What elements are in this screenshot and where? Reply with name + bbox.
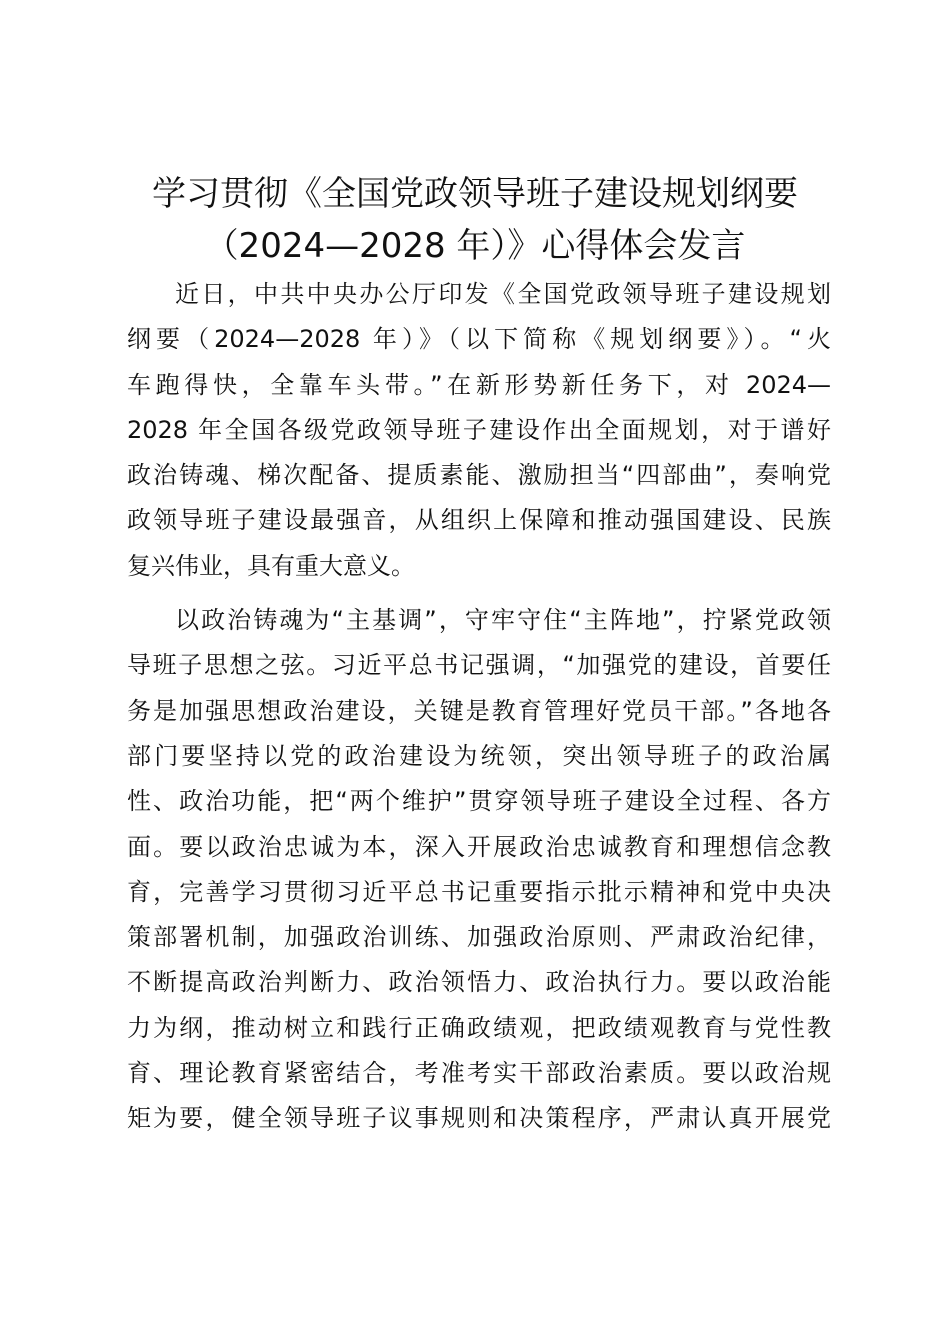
- title-line-1: 学习贯彻《全国党政领导班子建设规划纲要: [152, 174, 798, 214]
- text-line: 政领导班子建设最强音，从组织上保障和推动强国建设、民族: [127, 506, 831, 535]
- text-line: 面。要以政治忠诚为本，深入开展政治忠诚教育和理想信念教: [127, 832, 831, 861]
- text-line: 复兴伟业，具有重大意义。: [127, 551, 415, 580]
- document-title: [100, 168, 850, 272]
- text-line: 育，完善学习贯彻习近平总书记重要指示批示精神和党中央决: [127, 877, 831, 906]
- text-line: 不断提高政治判断力、政治领悟力、政治执行力。要以政治能: [127, 968, 831, 997]
- paragraph-2: [127, 598, 831, 1142]
- document-body: [127, 272, 831, 1142]
- text-line: 政治铸魂、梯次配备、提质素能、激励担当“四部曲”，奏响党: [127, 461, 831, 490]
- text-line: 导班子思想之弦。习近平总书记强调，“加强党的建设，首要任: [127, 651, 831, 680]
- paragraph-1: [127, 272, 831, 589]
- text-line: 策部署机制，加强政治训练、加强政治原则、严肃政治纪律，: [127, 923, 831, 952]
- text-line: 力为纲，推动树立和践行正确政绩观，把政绩观教育与党性教: [127, 1013, 831, 1042]
- title-line-2: （2024—2028 年）》心得体会发言: [204, 226, 746, 266]
- text-line: 2028 年全国各级党政领导班子建设作出全面规划，对于谱好: [127, 415, 831, 444]
- text-line: 务是加强思想政治建设，关键是教育管理好党员干部。”各地各: [127, 696, 831, 725]
- text-line: 矩为要，健全领导班子议事规则和决策程序，严肃认真开展党: [127, 1104, 831, 1133]
- text-line: 性、政治功能，把“两个维护”贯穿领导班子建设全过程、各方: [127, 787, 831, 816]
- text-line: 纲要（2024—2028 年）》（以下简称《规划纲要》）。“火: [127, 325, 831, 354]
- text-line: 车跑得快，全靠车头带。”在新形势新任务下，对 2024—: [127, 370, 831, 399]
- text-line: 部门要坚持以党的政治建设为统领，突出领导班子的政治属: [127, 741, 831, 770]
- text-line: 以政治铸魂为“主基调”，守牢守住“主阵地”，拧紧党政领: [175, 606, 831, 635]
- text-line: 近日，中共中央办公厅印发《全国党政领导班子建设规划: [175, 280, 831, 308]
- text-line: 育、理论教育紧密结合，考准考实干部政治素质。要以政治规: [127, 1059, 831, 1088]
